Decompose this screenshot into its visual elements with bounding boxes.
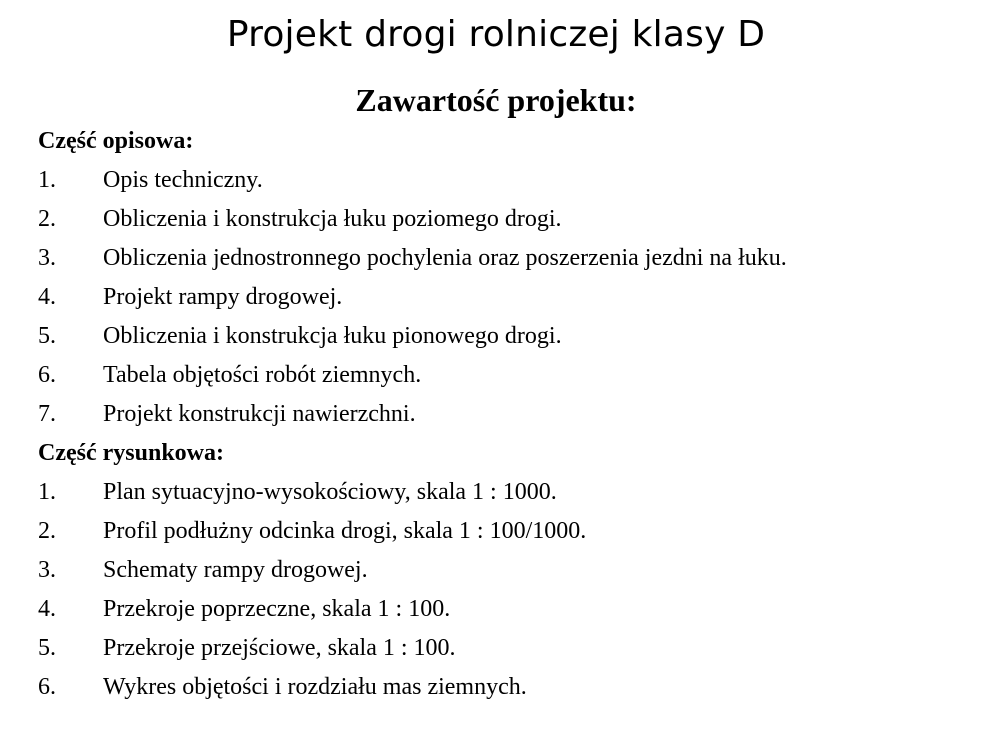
list-number: 3. [38,245,56,271]
list-number: 6. [38,362,56,388]
list-item [38,629,978,668]
list-text: Przekroje przejściowe, skala 1 : 100. [103,635,456,661]
list-text: Plan sytuacyjno-wysokościowy, skala 1 : 1000. [103,479,557,505]
list-item [38,200,978,239]
section-heading: Część opisowa: [38,128,194,154]
slide-title: Projekt drogi rolniczej klasy D [226,14,766,55]
section-drawings [38,434,978,707]
list-item [38,278,978,317]
list-text: Tabela objętości robót ziemnych. [103,362,422,388]
list-item [38,473,978,512]
drawings-list [38,473,978,707]
list-item [38,590,978,629]
list-text: Obliczenia i konstrukcja łuku poziomego drogi. [103,206,562,232]
slide-subtitle: Zawartość projektu: [355,82,637,118]
list-item [38,395,978,434]
list-item [38,356,978,395]
slide-content [38,122,978,707]
list-item [38,317,978,356]
list-number: 4. [38,596,56,622]
list-item [38,239,978,278]
list-text: Profil podłużny odcinka drogi, skala 1 : 100/1000. [103,518,587,544]
list-number: 7. [38,401,56,427]
section-descriptive [38,122,978,434]
list-number: 2. [38,206,56,232]
list-number: 5. [38,323,56,349]
list-item [38,551,978,590]
list-number: 2. [38,518,56,544]
list-text: Przekroje poprzeczne, skala 1 : 100. [103,596,451,622]
list-text: Wykres objętości i rozdziału mas ziemnych. [103,674,527,700]
list-text: Obliczenia jednostronnego pochylenia oraz poszerzenia jezdni na łuku. [103,245,787,271]
list-text: Projekt rampy drogowej. [103,284,343,310]
list-number: 1. [38,479,56,505]
section-heading: Część rysunkowa: [38,440,224,466]
list-item [38,161,978,200]
list-text: Projekt konstrukcji nawierzchni. [103,401,416,427]
list-item [38,512,978,551]
list-number: 6. [38,674,56,700]
list-text: Schematy rampy drogowej. [103,557,368,583]
list-number: 5. [38,635,56,661]
list-item [38,668,978,707]
list-number: 3. [38,557,56,583]
list-text: Opis techniczny. [103,167,263,193]
list-number: 1. [38,167,56,193]
descriptive-list [38,161,978,434]
list-number: 4. [38,284,56,310]
list-text: Obliczenia i konstrukcja łuku pionowego drogi. [103,323,562,349]
